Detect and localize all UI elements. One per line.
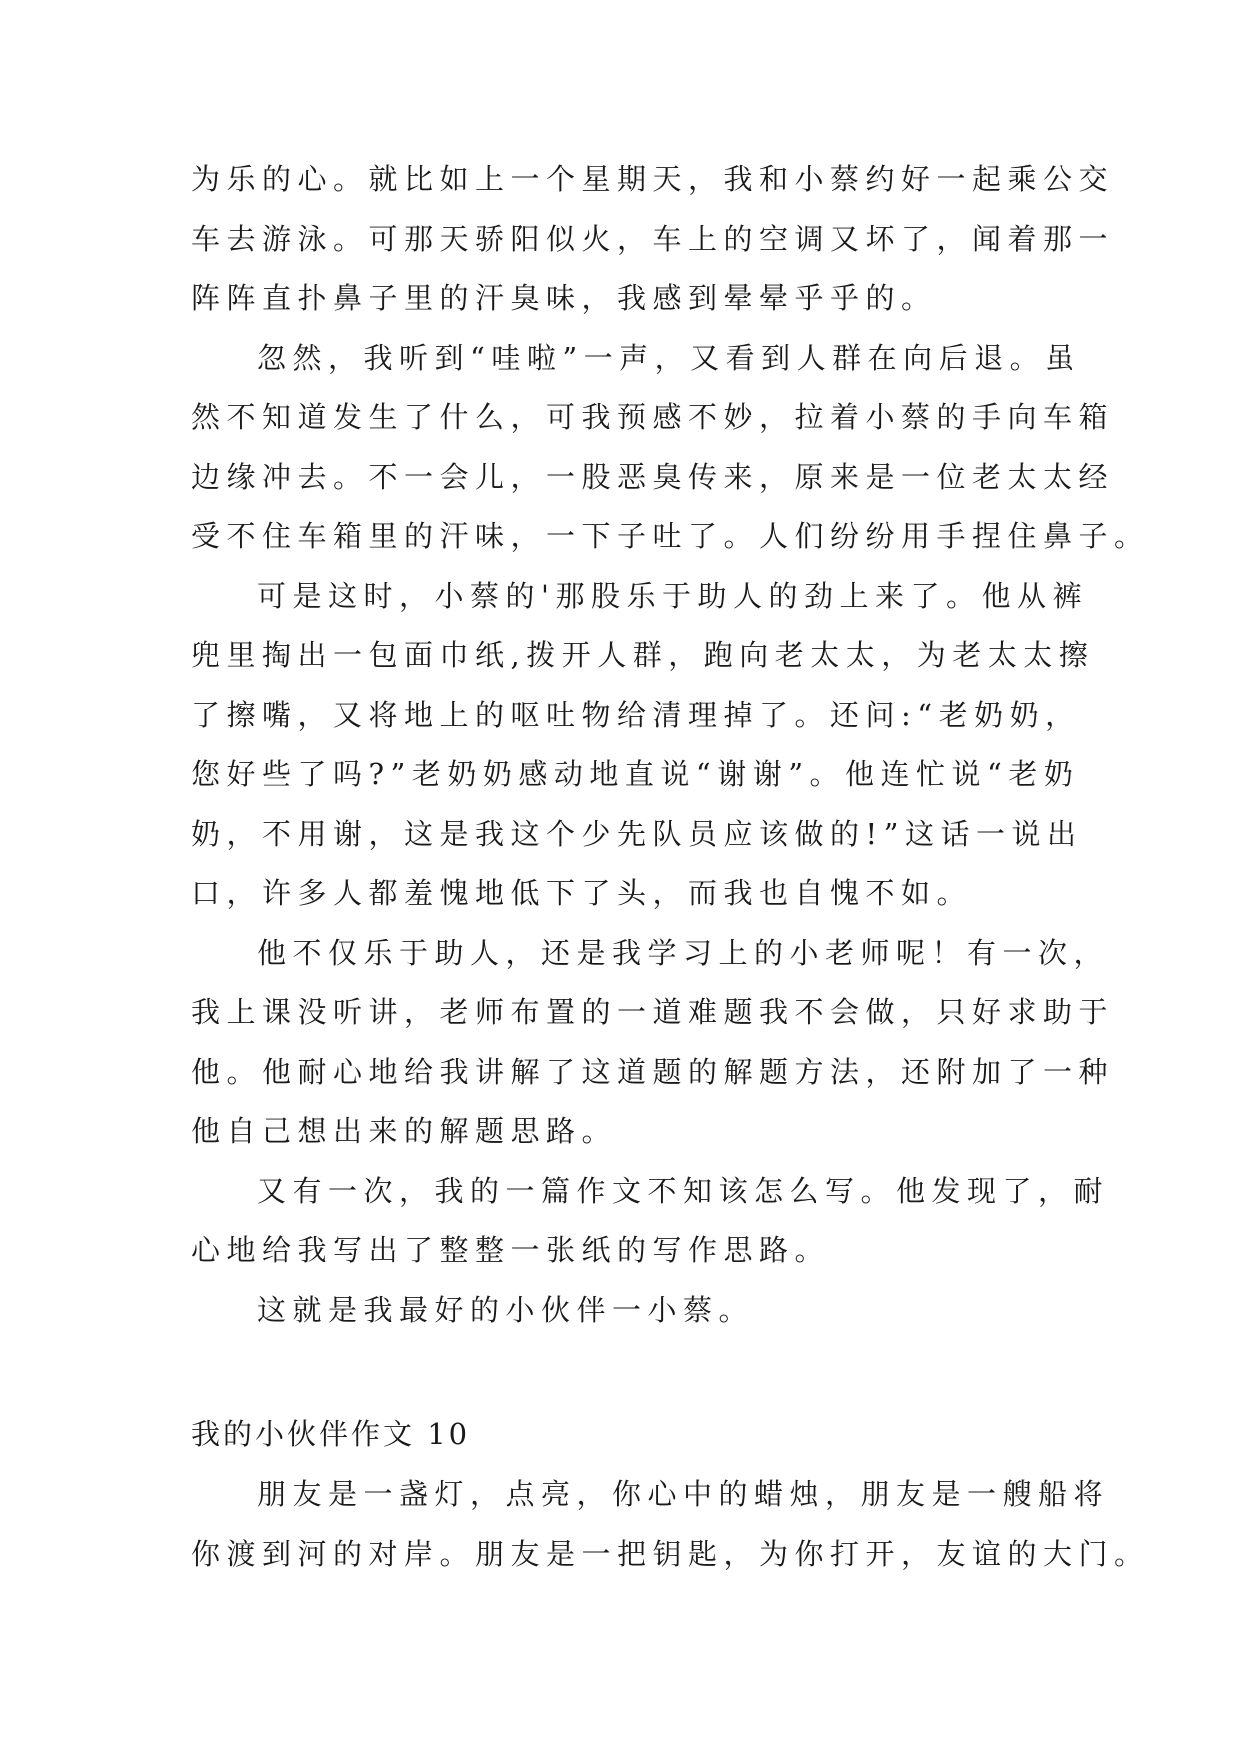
- text-line: 可是这时，小蔡的'那股乐于助人的劲上来了。他从裤: [257, 578, 1088, 613]
- text-line: 车去游泳。可那天骄阳似火，车上的空调又坏了，闻着那一: [191, 221, 1115, 256]
- text-line: 我上课没听讲，老师布置的一道难题我不会做，只好求助于: [191, 995, 1115, 1029]
- paragraph: [191, 924, 1115, 1162]
- section-spacer: [191, 1340, 1061, 1404]
- document-page: [191, 150, 1150, 1584]
- paragraph: [191, 329, 1150, 567]
- text-line: 又有一次，我的一篇作文不知该怎么写。他发现了，耐: [257, 1173, 1110, 1208]
- section-title: 我的小伙伴作文 10: [191, 1417, 471, 1451]
- text-line: 奶，不用谢，这是我这个少先队员应该做的!”这话一说出: [191, 816, 1083, 851]
- paragraph: [191, 150, 1115, 329]
- text-line: 口，许多人都羞愧地低下了头，而我也自愧不如。: [191, 876, 973, 910]
- text-line: 为乐的心。就比如上一个星期天，我和小蔡约好一起乘公交: [191, 162, 1115, 196]
- text-line: 边缘冲去。不一会儿，一股恶臭传来，原来是一位老太太经: [191, 459, 1115, 494]
- text-line: 他不仅乐于助人，还是我学习上的小老师呢！有一次，: [257, 935, 1110, 970]
- text-line: 这就是我最好的小伙伴一小蔡。: [257, 1292, 755, 1327]
- text-line: 心地给我写出了整整一张纸的写作思路。: [191, 1233, 831, 1267]
- paragraph: [191, 1465, 1150, 1584]
- text-line: 他自己想出来的解题思路。: [191, 1114, 618, 1148]
- text-line: 他。他耐心地给我讲解了这道题的解题方法，还附加了一种: [191, 1054, 1115, 1089]
- text-line: 阵阵直扑鼻子里的汗臭味，我感到晕晕乎乎的。: [191, 281, 937, 315]
- paragraph: [191, 1162, 1110, 1281]
- text-line: 你渡到河的对岸。朋友是一把钥匙，为你打开，友谊的大门。: [191, 1536, 1150, 1571]
- text-line: 了擦嘴，又将地上的呕吐物给清理掉了。还问:“老奶奶，: [191, 697, 1081, 732]
- text-line: 朋友是一盏灯，点亮，你心中的蜡烛，朋友是一艘船将: [257, 1477, 1110, 1511]
- paragraph: [191, 567, 1095, 924]
- text-line: 您好些了吗?”老奶奶感动地直说“谢谢”。他连忙说“老奶: [191, 757, 1080, 791]
- text-line: 受不住车箱里的汗味，一下子吐了。人们纷纷用手捏住鼻子。: [191, 519, 1150, 553]
- text-line: 然不知道发生了什么，可我预感不妙，拉着小蔡的手向车箱: [191, 400, 1115, 434]
- text-line: 忽然，我听到“哇啦”一声，又看到人群在向后退。虽: [257, 340, 1081, 375]
- text-line: 兜里掏出一包面巾纸,拨开人群，跑向老太太，为老太太擦: [191, 638, 1095, 672]
- paragraph: [191, 1281, 1061, 1341]
